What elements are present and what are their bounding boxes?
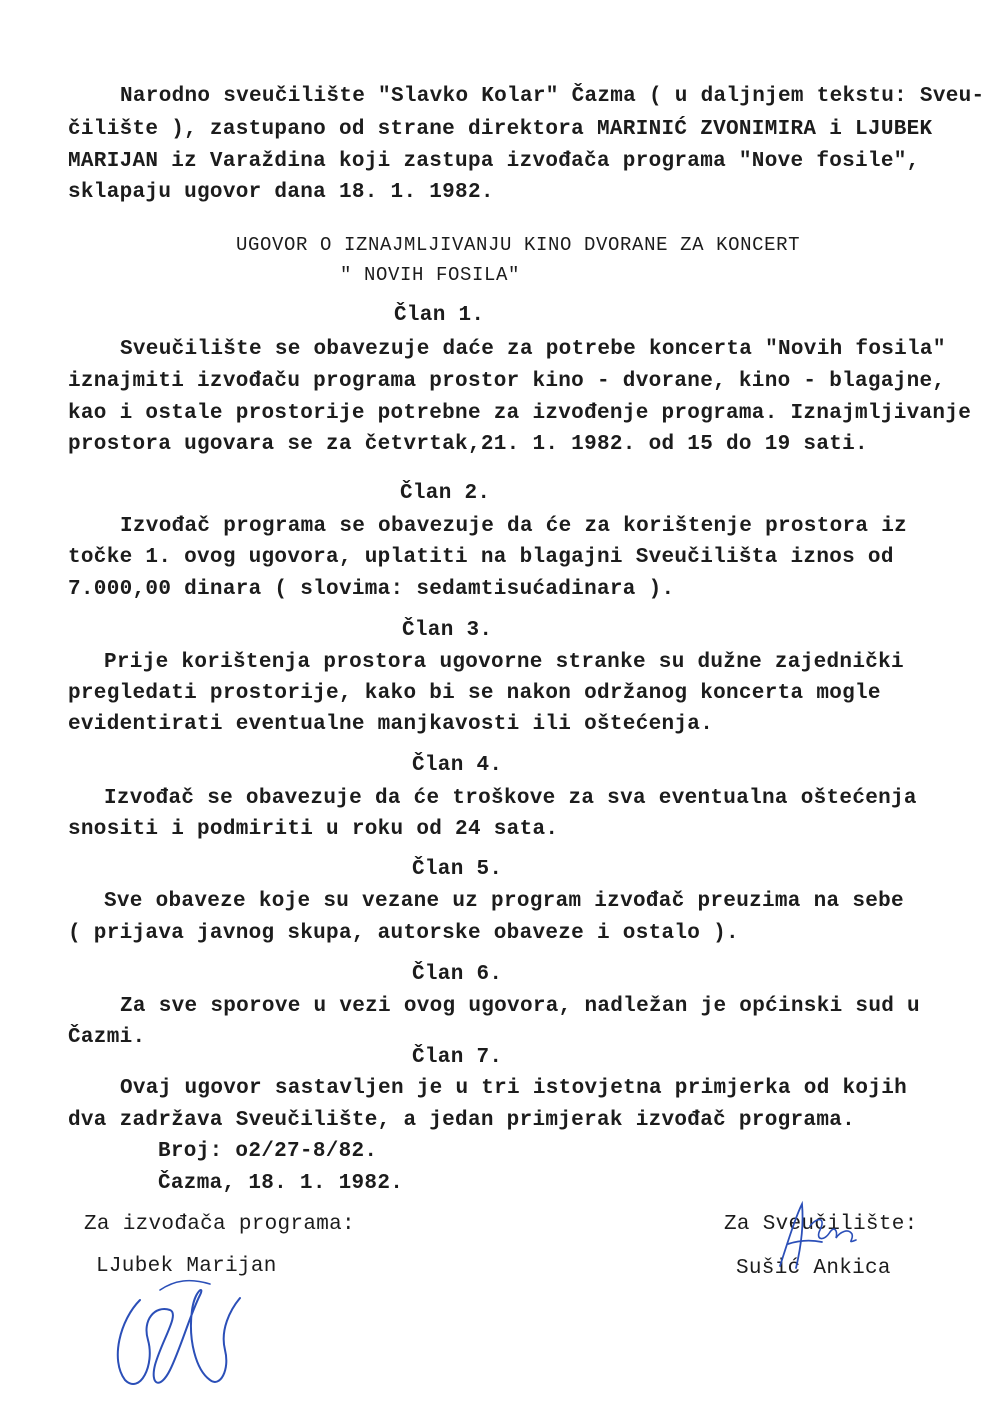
article-6-line: Za sve sporove u vezi ovog ugovora, nadležan je općinski sud u xyxy=(120,995,920,1018)
contract-title-line-2: " NOVIH FOSILA" xyxy=(340,264,521,286)
article-4-line: Izvođač se obavezuje da će troškove za sva eventualna oštećenja xyxy=(104,787,917,810)
article-3-line: pregledati prostorije, kako bi se nakon održanog koncerta mogle xyxy=(68,682,881,705)
intro-line-4: sklapaju ugovor dana 18. 1. 1982. xyxy=(68,181,494,204)
article-2-line: točke 1. ovog ugovora, uplatiti na blagajni Sveučilišta iznos od xyxy=(68,546,894,569)
contract-title-line-1: UGOVOR O IZNAJMLJIVANJU KINO DVORANE ZA KONCERT xyxy=(236,234,801,256)
article-1-line: prostora ugovara se za četvrtak,21. 1. 1982. od 15 do 19 sati. xyxy=(68,433,868,456)
intro-line-2: čilište ), zastupano od strane direktora MARINIĆ ZVONIMIRA i LJUBEK xyxy=(68,118,933,141)
article-1-heading: Član 1. xyxy=(394,304,485,327)
performer-handwritten-signature xyxy=(100,1270,250,1405)
intro-line-3: MARIJAN iz Varaždina koji zastupa izvođača programa "Nove fosile", xyxy=(68,150,920,173)
article-7-line: dva zadržava Sveučilište, a jedan primjerak izvođač programa. xyxy=(68,1109,856,1132)
article-5-heading: Član 5. xyxy=(412,858,503,881)
article-7-heading: Član 7. xyxy=(412,1046,503,1069)
article-1-line: Sveučilište se obavezuje daće za potrebe koncerta "Novih fosila" xyxy=(120,338,946,361)
article-7-line: Ovaj ugovor sastavljen je u tri istovjetna primjerka od kojih xyxy=(120,1077,908,1100)
article-1-line: kao i ostale prostorije potrebne za izvođenje programa. Iznajmljivanje xyxy=(68,402,972,425)
article-2-line: 7.000,00 dinara ( slovima: sedamtisućadinara ). xyxy=(68,578,675,601)
place-and-date: Čazma, 18. 1. 1982. xyxy=(158,1172,404,1195)
article-4-heading: Član 4. xyxy=(412,754,503,777)
performer-signature-label: Za izvođača programa: xyxy=(84,1213,355,1236)
university-representative-name: Sušić Ankica xyxy=(736,1257,891,1280)
article-3-line: Prije korištenja prostora ugovorne stranke su dužne zajednički xyxy=(104,651,904,674)
article-6-heading: Član 6. xyxy=(412,963,503,986)
article-1-line: iznajmiti izvođaču programa prostor kino - dvorane, kino - blagajne, xyxy=(68,370,946,393)
university-signature-label: Za Sveučilište: xyxy=(724,1213,918,1236)
article-5-line: Sve obaveze koje su vezane uz program izvođač preuzima na sebe xyxy=(104,890,904,913)
performer-name: LJubek Marijan xyxy=(96,1255,277,1278)
document-number: Broj: o2/27-8/82. xyxy=(158,1140,378,1163)
article-4-line: snositi i podmiriti u roku od 24 sata. xyxy=(68,818,559,841)
article-3-heading: Član 3. xyxy=(402,619,493,642)
article-3-line: evidentirati eventualne manjkavosti ili oštećenja. xyxy=(68,713,714,736)
article-2-line: Izvođač programa se obavezuje da će za korištenje prostora iz xyxy=(120,515,908,538)
article-6-line: Čazmi. xyxy=(68,1026,146,1049)
article-5-line: ( prijava javnog skupa, autorske obaveze i ostalo ). xyxy=(68,922,739,945)
university-handwritten-signature xyxy=(760,1196,870,1281)
article-2-heading: Član 2. xyxy=(400,482,491,505)
intro-line-1: Narodno sveučilište "Slavko Kolar" Čazma ( u daljnjem tekstu: Sveu- xyxy=(120,85,985,108)
